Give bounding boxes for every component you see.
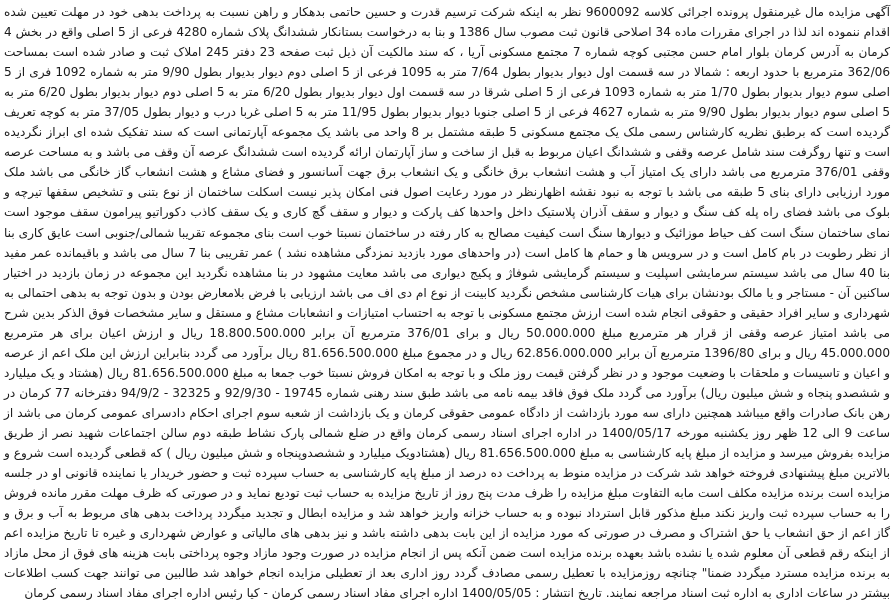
- auction-notice-text: آگهی مزایده مال غیرمنقول پرونده اجرائی کلاسه 9600092 نظر به اینکه شرکت ترسیم قدرت و حسین حاتمی بدهکار و راهن نسبت به پرداخت بدهی خود در مهلت تعیین شده اقدام ننموده اند لذا در اجرای مقررات ماده 34 اصلاحی قانون ثبت مصوب سال 1386 و بنا به درخواست بستانکار ششدانگ پلاک شماره 4280 فرعی از 5 اصلی واقع در بخش 4 کرمان به آدرس کرمان بلوار امام حسن مجتبی کوچه شماره 7 مجتمع مسکونی آریا ، که سند مالکیت آن ذیل ثبت صفحه 23 دفتر 245 املاک ثبت و صادر شده است بمساحت 362/06 مترمربع با حدود اربعه : شمالا در سه قسمت اول دیوار بدیوار بطول 7/64 متر به 1095 فرعی از 5 اصلی دوم دیوار بدیوار بطول 9/90 متر به شماره 1092 فری از 5 اصلی سوم دیوار بدیوار بطول 1/70 متر به شماره 1093 فرعی از 5 اصلی شرقا در سه قسمت اول دیوار بدیوار بطول 6/20 متر به 5 اصلی دوم دیوار بدیوار بطول 6/20 متر به 5 اصلی سوم دیوار بدیوار بطول 9/90 متر به شماره 4627 فرعی از 5 اصلی جنوبا دیوار بدیوار بطول 11/95 متر به 5 اصلی غربا درب و دیوار بطول 37/05 متر به کوچه تعریف گردیده است که برطبق نظریه کارشناس رسمی ملک یک مجتمع مسکونی 5 طبقه مشتمل بر 8 واحد می باشد یک مجموعه آپارتمانی است که سند تفکیک شده ای ابراز نگردیده است و تنها روگرفت سند شامل عرصه وقفی و ششدانگ اعیان مربوط به قبل از ساخت و ساز آپارتمان ارائه گردیده است ششدانگ عرصه آن وقف می باشد و به مساحت عرصه وقفی 376/01 مترمربع می باشد دارای یک امتیاز آب و هشت انشعاب برق خانگی و یک انشعاب برق جهت آسانسور و فضای مشاع و هشت انشعاب گاز خانگی می باشد ملک مورد ارزیابی دارای بنای 5 طبقه می باشد با توجه به نبود نقشه اظهارنظر در مورد رعایت اصول فنی امکان پذیر نیست اسکلت ساختمان از نوع بتنی و تشخیص سقفها تیرچه و بلوک می باشد فضای راه پله کف سنگ و دیوار و سقف آذران پلاستیک داخل واحدها کف پارکت و دیوار و سقف گچ کاری و یک سقف کاذب دکوراتیو پیرامون سقف موجود است نمای ساختمان سنگ است کف حیاط موزائیک و دیوارها سنگ است کیفیت مصالح به کار رفته در ساختمان نسبتا خوب است بنای مجموعه تقریبا شمالی/جنوبی است عایق کاری بنا از نظر رطوبت در بام کامل است و در سرویس ها و حمام ها کامل است (در واحدهای مورد بازدید نمزدگی مشاهده نشد ) عمر تقریبی بنا 7 سال می باشد و باقیمانده عمر مفید بنا 40 سال می باشد سیستم سرمایشی اسپلیت و سیستم گرمایشی شوفاژ و پکیج دیواری می باشد معایت مشهود در بنا مشاهده نگردید این مجموعه در زمان بازدید در اختیار ساکنین آن - مستاجر و یا مالک بودنشان برای هیات کارشناسی مشخص نگردید کابینت از نوع ام دی اف می باشد ارزیابی با فرض بلامعارض بودن و بدون توجه به بدهی احتمالی به شهرداری و سایر افراد حقیقی و حقوقی انجام شده است ارزش مجتمع مسکونی با توجه به احتساب امتیازات و انشعابات مشاع و مستقل و سایر مشخصات فوق الذکر بدین شرح می باشد امتیاز عرصه وقفی از قرار هر مترمربع مبلغ 50.000.000 ریال و برای 376/01 مترمربع آن برابر 18.800.500.000 ریال و ارزش اعیان برای هر مترمربع 45.000.000 ریال و برای 1396/80 مترمربع آن برابر 62.856.000.000 ریال و در مجموع مبلغ 81.656.500.000 ریال برآورد می گردد بنابراین ارزش این ملک اعم از عرصه و اعیان و تاسیسات و ملحقات با وضعیت موجود و در نظر گرفتن قیمت روز ملک و با توجه به امکان فروش نسبتا خوب جمعا به مبلغ 81.656.500.000 ریال (هشتاد و یک میلیارد و ششصدو پنجاه و شش میلیون ریال) برآورد می گردد ملک فوق فاقد بیمه نامه می باشد طبق سند رهنی شماره 19745 - 92/9/30 و 32325 - 94/9/2 دفترخانه 77 کرمان در رهن بانک صادرات واقع میباشد همچنین دارای سه مورد بازداشت از دادگاه عمومی حقوقی کرمان و یک بازداشت از شعبه سوم اجرای احکام دادسرای عمومی کرمان می باشد از ساعت 9 الی 12 ظهر روز یکشنبه مورخه 1400/05/17 در اداره اجرای اسناد رسمی کرمان واقع در ضلع شمالی پارک نشاط طبقه دوم سالن اجتماعات شهید نصر از طریق مزایده بفروش میرسد و مزایده از مبلغ پایه کارشناسی به مبلغ 81.656.500.000 ریال (هشتادویک میلیارد و ششصدوپنجاه و شش میلیون ریال ) که قطعی گردیده است شروع و بالاترین مبلغ پیشنهادی فروخته خواهد شد شرکت در مزایده منوط به پرداخت ده درصد از مبلغ پایه کارشناسی به حساب سپرده ثبت و حضور خریدار یا نماینده قانونی او در جلسه مزایده است برنده مزایده مکلف است مابه التفاوت مبلغ مزایده را ظرف مدت پنج روز از تاریخ مزایده به حساب ثبت تودیع نماید و در صورتی که ظرف مهلت مقرر مانده فروش را به حساب سپرده ثبت واریز نکند مبلغ مذکور قابل استرداد نبوده و به حساب خزانه واریز خواهد شد و مزایده ابطال و تجدید میگردد پرداخت بدهی های مربوط به آب و برق و گاز اعم از حق انشعاب یا حق اشتراک و مصرف در صورتی که مورد مزایده از این بابت بدهی داشته باشد و نیز بدهی های مالیاتی و عوارض شهرداری و غیره تا تاریخ مزایده اعم از اینکه رقم قطعی آن معلوم شده یا نشده باشد بعهده برنده مزایده است ضمن آنکه پس از انجام مزایده در صورت وجود مازاد وجوه پرداختی بابت هزینه های فوق از محل مازاد به برنده مزایده مسترد میگردد ضمنا" چنانچه روزمزایده با تعطیل رسمی مصادف گردد روز اداری بعد از تعطیلی مزایده انجام خواهد شد طالبین می توانند جهت کسب اطلاعات بیشتر در ساعات اداری به اداره ثبت اسناد مراجعه نمایند. تاریخ انتشار : 1400/05/05 اداره اجرای مفاد اسناد رسمی کرمان - کیا رئیس اداره اجرای مفاد اسناد رسمی کرمان: [4, 5, 891, 601]
